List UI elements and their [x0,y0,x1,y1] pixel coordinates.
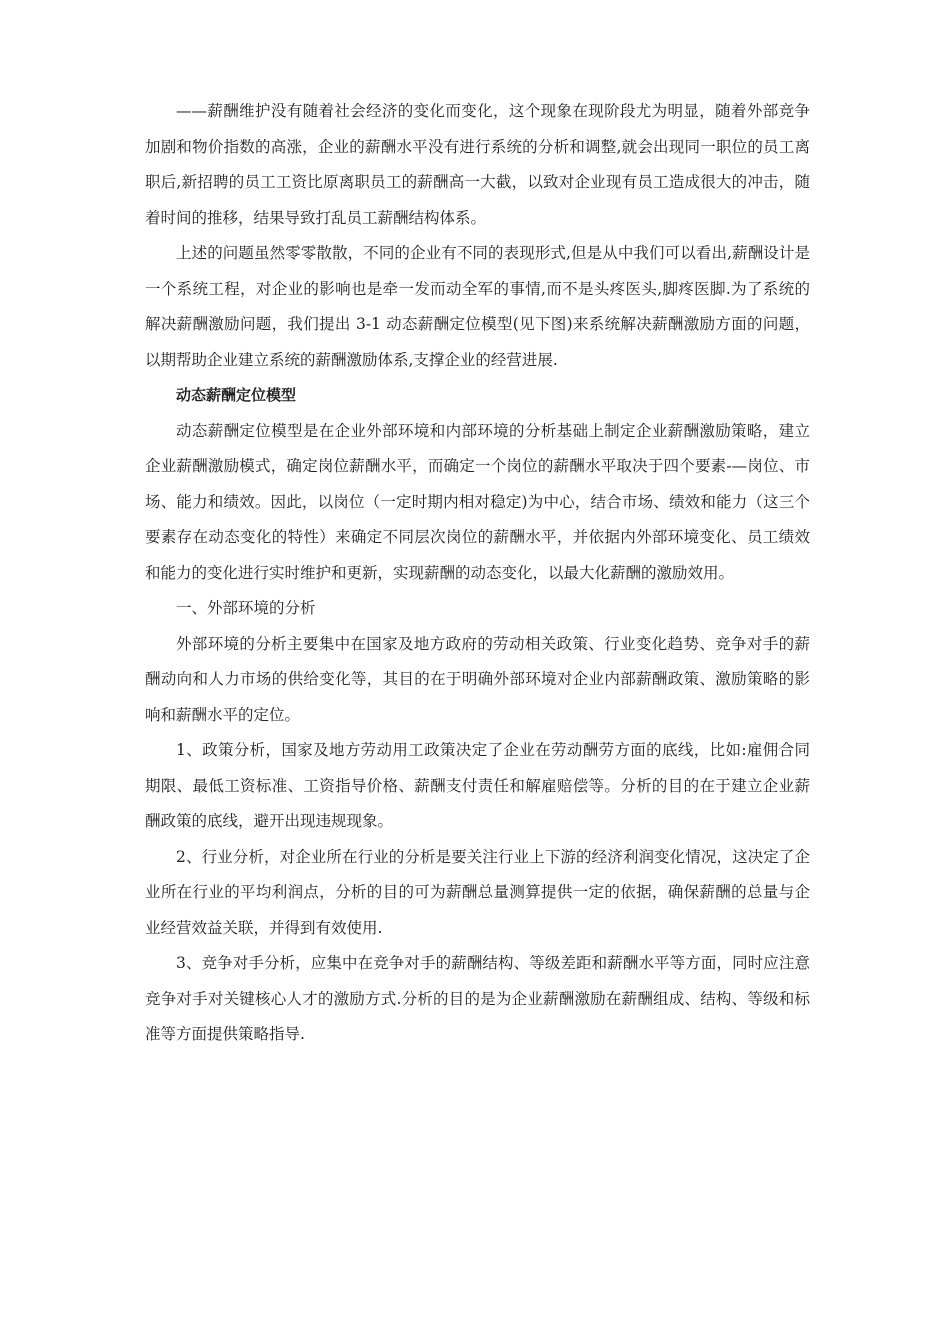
paragraph-salary-maintenance: ——薪酬维护没有随着社会经济的变化而变化，这个现象在现阶段尤为明显，随着外部竞争加剧和物价指数的高涨，企业的薪酬水平没有进行系统的分析和调整,就会出现同一职位的员工离职后,新招聘的员工工资比原离职员工的薪酬高一大截，以致对企业现有员工造成很大的冲击，随着时间的推移，结果导致打乱员工薪酬结构体系。 [145,102,810,227]
paragraph-system-engineering: 上述的问题虽然零零散散，不同的企业有不同的表现形式,但是从中我们可以看出,薪酬设计是一个系统工程，对企业的影响也是牵一发而动全军的事情,而不是头疼医头,脚疼医脚.为了系统的解决薪酬激励问题，我们提出 3-1 动态薪酬定位模型(见下图)来系统解决薪酬激励方面的问题，以期帮助企业建立系统的薪酬激励体系,支撑企业的经营进展. [145,244,810,369]
subheading-external-environment: 一、外部环境的分析 [176,599,316,617]
paragraph-industry-analysis: 2、行业分析，对企业所在行业的分析是要关注行业上下游的经济利润变化情况，这决定了企业所在行业的平均利润点，分析的目的可为薪酬总量测算提供一定的依据，确保薪酬的总量与企业经营效益关联，并得到有效使用. [145,847,810,937]
paragraph-policy-analysis: 1、政策分析，国家及地方劳动用工政策决定了企业在劳动酬劳方面的底线，比如:雇佣合同期限、最低工资标准、工资指导价格、薪酬支付责任和解雇赔偿等。分析的目的在于建立企业薪酬政策的底线，避开出现违规现象。 [145,741,810,830]
paragraph-competitor-analysis: 3、竞争对手分析，应集中在竞争对手的薪酬结构、等级差距和薪酬水平等方面，同时应注意竞争对手对关键核心人才的激励方式.分析的目的是为企业薪酬激励在薪酬组成、结构、等级和标准等方面提供策略指导. [145,954,810,1043]
paragraph-external-analysis: 外部环境的分析主要集中在国家及地方政府的劳动相关政策、行业变化趋势、竞争对手的薪酬动向和人力市场的供给变化等，其目的在于明确外部环境对企业内部薪酬政策、激励策略的影响和薪酬水平的定位。 [145,634,810,724]
document-body [145,94,810,1053]
section-heading-dynamic-model: 动态薪酬定位模型 [176,386,297,404]
paragraph-model-description: 动态薪酬定位模型是在企业外部环境和内部环境的分析基础上制定企业薪酬激励策略，建立企业薪酬激励模式，确定岗位薪酬水平，而确定一个岗位的薪酬水平取决于四个要素-—岗位、市场、能力和绩效。因此，以岗位（一定时期内相对稳定)为中心，结合市场、绩效和能力（这三个要素存在动态变化的特性）来确定不同层次岗位的薪酬水平，并依据内外部环境变化、员工绩效和能力的变化进行实时维护和更新，实现薪酬的动态变化，以最大化薪酬的激励效用。 [145,421,810,582]
